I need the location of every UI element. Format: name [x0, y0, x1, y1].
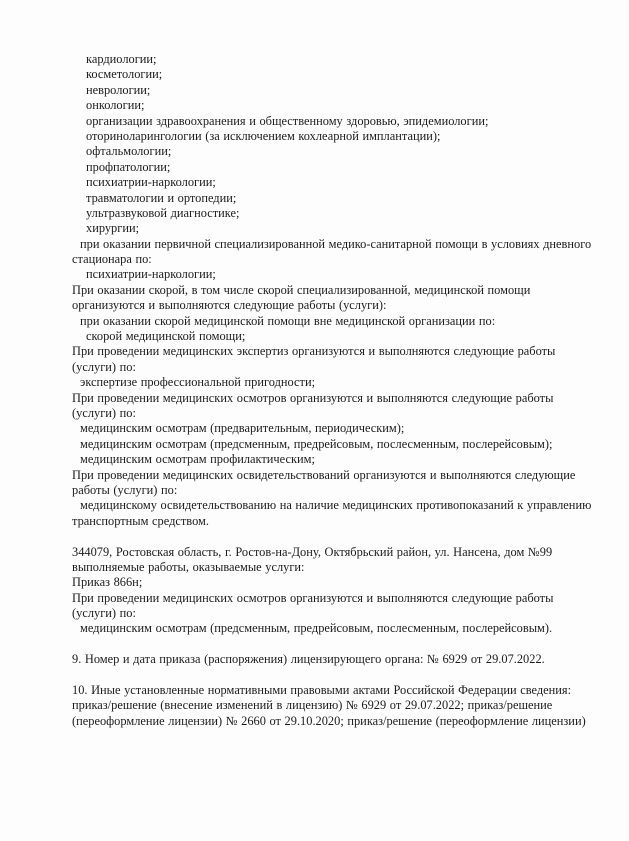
text-line: профпатологии;	[86, 159, 171, 174]
text-line: медицинским осмотрам (предсменным, предрейсовым, послесменным, послерейсовым).	[80, 621, 553, 636]
text-line: работы (услуги) по:	[72, 482, 178, 497]
text-line: При проведении медицинских осмотров организуются и выполняются следующие работы	[72, 390, 554, 405]
text-line: (переоформление лицензии) № 2660 от 29.10.2020; приказ/решение (переоформление лицензии)	[72, 713, 586, 728]
text-line: хирургии;	[86, 221, 140, 236]
blank-line	[72, 529, 612, 544]
text-line: экспертизе профессиональной пригодности;	[80, 375, 316, 390]
text-line: При проведении медицинских осмотров организуются и выполняются следующие работы	[72, 590, 554, 605]
text-line: 9. Номер и дата приказа (распоряжения) лицензирующего органа: № 6929 от 29.07.2022.	[72, 652, 545, 667]
text-line: приказ/решение (внесение изменений в лицензию) № 6929 от 29.07.2022; приказ/решение	[72, 698, 553, 713]
text-line: медицинским осмотрам профилактическим;	[80, 452, 315, 467]
text-line: При проведении медицинских освидетельствований организуются и выполняются следующие	[72, 467, 576, 482]
document-lines	[72, 52, 612, 729]
blank-line	[72, 668, 612, 683]
text-line: организуются и выполняются следующие работы (услуги):	[72, 298, 387, 313]
text-line: оториноларингологии (за исключением кохлеарной имплантации);	[86, 128, 441, 143]
text-line: выполняемые работы, оказываемые услуги:	[72, 559, 305, 574]
text-line: Приказ 866н;	[72, 575, 143, 590]
text-line: психиатрии-наркологии;	[86, 267, 216, 282]
text-line: косметологии;	[86, 67, 163, 82]
text-line: транспортным средством.	[72, 513, 209, 528]
text-line: при оказании первичной специализированной медико-санитарной помощи в условиях дневного	[80, 236, 592, 251]
text-line: стационара по:	[72, 252, 152, 267]
text-line: медицинским осмотрам (предварительным, периодическим);	[80, 421, 405, 436]
text-line: (услуги) по:	[72, 405, 136, 420]
text-line: ультразвуковой диагностике;	[86, 205, 240, 220]
text-line: скорой медицинской помощи;	[86, 329, 246, 344]
text-line: При оказании скорой, в том числе скорой специализированной, медицинской помощи	[72, 282, 531, 297]
text-line: онкологии;	[86, 98, 145, 113]
text-line: 10. Иные установленные нормативными правовыми актами Российской Федерации сведения:	[72, 683, 572, 698]
text-line: организации здравоохранения и общественному здоровью, эпидемиологии;	[86, 113, 489, 128]
text-line: медицинским осмотрам (предсменным, предрейсовым, послесменным, послерейсовым);	[80, 436, 553, 451]
text-line: 344079, Ростовская область, г. Ростов-на-Дону, Октябрьский район, ул. Нансена, дом №99	[72, 544, 553, 559]
text-line: неврологии;	[86, 82, 151, 97]
text-line: При проведении медицинских экспертиз организуются и выполняются следующие работы	[72, 344, 556, 359]
text-line: (услуги) по:	[72, 606, 136, 621]
text-line: травматологии и ортопедии;	[86, 190, 237, 205]
text-line: (услуги) по:	[72, 359, 136, 374]
text-line: офтальмологии;	[86, 144, 172, 159]
text-line: психиатрии-наркологии;	[86, 175, 216, 190]
text-line: при оказании скорой медицинской помощи вне медицинской организации по:	[80, 313, 496, 328]
blank-line	[72, 637, 612, 652]
text-line: кардиологии;	[86, 52, 157, 66]
text-line: медицинскому освидетельствованию на наличие медицинских противопоказаний к управлению	[80, 498, 592, 513]
